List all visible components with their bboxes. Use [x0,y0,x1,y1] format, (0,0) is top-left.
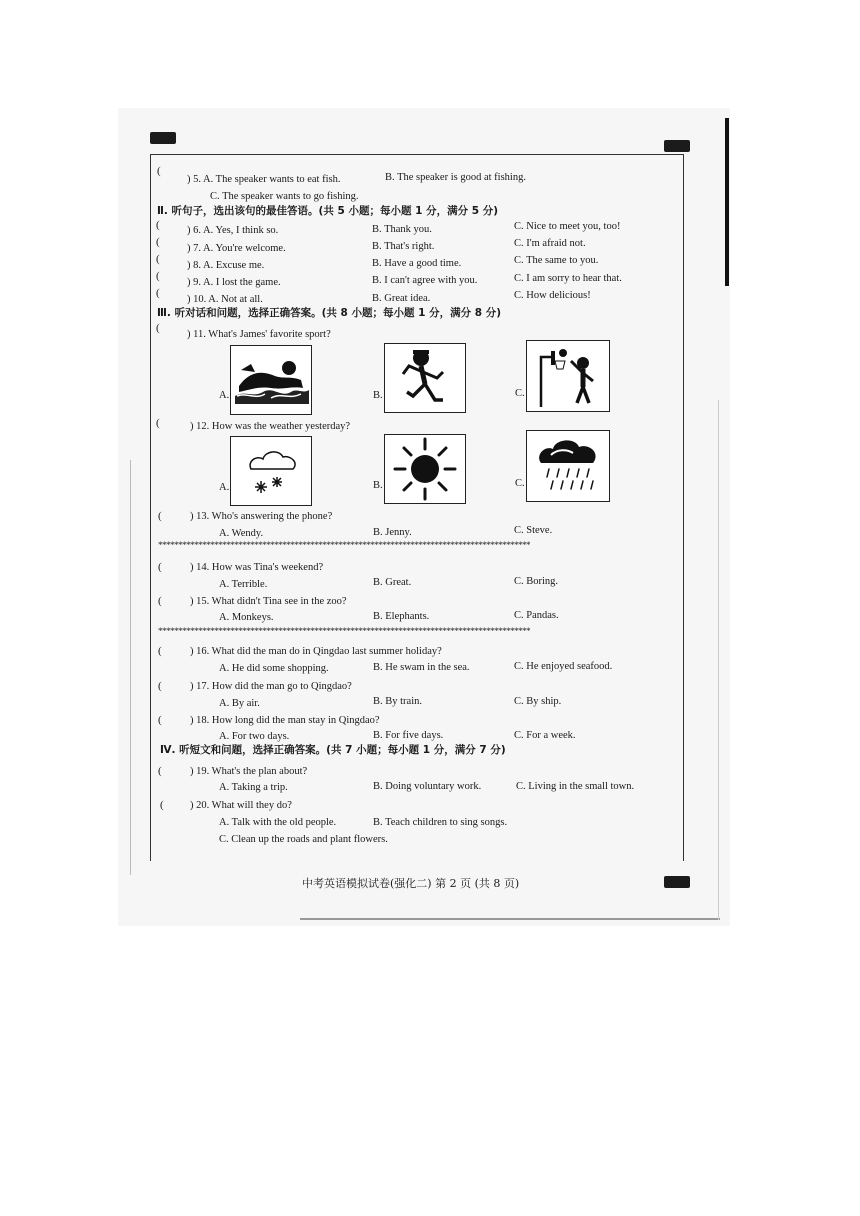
section-3-title: Ⅲ. 听对话和问题，选择正确答案。(共 8 小题；每小题 1 分，满分 8 分) [157,307,502,319]
q16-option-a: A. He did some shopping. [219,663,329,674]
answer-paren: ( [156,417,160,429]
q16-option-b: B. He swam in the sea. [373,662,470,673]
q8-option-c: C. The same to you. [514,255,599,266]
q17-option-b: B. By train. [373,696,422,707]
corner-mark-right [664,140,690,152]
q7-option-b: B. That's right. [372,241,435,252]
q12-label-a: A. [219,482,230,493]
answer-paren: ( [156,219,160,231]
q16-option-c: C. He enjoyed seafood. [514,661,613,672]
q5-option-b: B. The speaker is good at fishing. [385,172,526,183]
q19-option-c: C. Living in the small town. [516,781,635,792]
corner-mark-bottom [664,876,690,888]
answer-paren: ( [156,287,160,299]
q13-option-a: A. Wendy. [219,528,264,539]
q14-option-a: A. Terrible. [219,579,268,590]
q12-label-c: C. [515,478,525,489]
answer-paren: ( [158,680,162,692]
q6-option-a: ) 6. A. Yes, I think so. [187,225,279,236]
q6-option-c: C. Nice to meet you, too! [514,221,621,232]
q16-question: ) 16. What did the man do in Qingdao last summer holiday? [190,646,442,657]
q19-option-b: B. Doing voluntary work. [373,781,482,792]
answer-paren: ( [156,253,160,265]
q15-option-c: C. Pandas. [514,610,559,621]
q17-option-a: A. By air. [219,698,260,709]
sun-icon [384,434,466,504]
q7-option-c: C. I'm afraid not. [514,238,586,249]
q18-option-c: C. For a week. [514,730,576,741]
scan-edge-bar [725,118,729,286]
q13-option-c: C. Steve. [514,525,553,536]
section-2-title: Ⅱ. 听句子，选出该句的最佳答语。(共 5 小题；每小题 1 分，满分 5 分) [157,205,499,217]
q9-option-b: B. I can't agree with you. [372,275,478,286]
answer-paren: ( [156,236,160,248]
separator-stars: ********************************************************************************************* [158,626,530,636]
q8-option-b: B. Have a good time. [372,258,462,269]
q15-option-b: B. Elephants. [373,611,430,622]
q10-option-c: C. How delicious! [514,290,591,301]
q20-option-b: B. Teach children to sing songs. [373,817,508,828]
answer-paren: ( [156,270,160,282]
q12-question: ) 12. How was the weather yesterday? [190,421,351,432]
q7-option-a: ) 7. A. You're welcome. [187,243,286,254]
q14-question: ) 14. How was Tina's weekend? [190,562,324,573]
answer-paren: ( [158,510,162,522]
q17-question: ) 17. How did the man go to Qingdao? [190,681,352,692]
q9-option-a: ) 9. A. I lost the game. [187,277,281,288]
q13-question: ) 13. Who's answering the phone? [190,511,333,522]
q14-option-b: B. Great. [373,577,412,588]
q11-label-b: B. [373,390,383,401]
answer-paren: ( [160,799,164,811]
q17-option-c: C. By ship. [514,696,562,707]
q6-option-b: B. Thank you. [372,224,432,235]
answer-paren: ( [157,165,161,177]
q5-option-a: ) 5. A. The speaker wants to eat fish. [187,174,341,185]
q12-label-b: B. [373,480,383,491]
answer-paren: ( [156,322,160,334]
section-4-title: Ⅳ. 听短文和问题，选择正确答案。(共 7 小题；每小题 1 分，满分 7 分) [160,744,506,756]
q10-option-a: ) 10. A. Not at all. [187,294,263,305]
separator-stars: ********************************************************************************************* [158,540,530,550]
scan-edge-line [300,918,720,920]
q5-option-c: C. The speaker wants to go fishing. [210,191,359,202]
q20-option-c: C. Clean up the roads and plant flowers. [219,834,388,845]
scan-edge-line [718,400,719,920]
rain-cloud-icon [526,430,610,502]
q20-option-a: A. Talk with the old people. [219,817,337,828]
answer-paren: ( [158,645,162,657]
q19-question: ) 19. What's the plan about? [190,766,308,777]
q13-option-b: B. Jenny. [373,527,412,538]
q14-option-c: C. Boring. [514,576,559,587]
q18-option-a: A. For two days. [219,731,290,742]
corner-mark-left [150,132,176,144]
q20-question: ) 20. What will they do? [190,800,292,811]
q11-label-c: C. [515,388,525,399]
running-icon [384,343,466,413]
q10-option-b: B. Great idea. [372,293,431,304]
answer-paren: ( [158,561,162,573]
q8-option-a: ) 8. A. Excuse me. [187,260,265,271]
answer-paren: ( [158,765,162,777]
answer-paren: ( [158,714,162,726]
q18-option-b: B. For five days. [373,730,444,741]
swimming-icon [230,345,312,415]
q18-question: ) 18. How long did the man stay in Qingdao? [190,715,380,726]
q15-option-a: A. Monkeys. [219,612,274,623]
answer-paren: ( [158,595,162,607]
q19-option-a: A. Taking a trip. [219,782,288,793]
scan-edge-line [130,460,131,875]
q15-question: ) 15. What didn't Tina see in the zoo? [190,596,347,607]
q11-question: ) 11. What's James' favorite sport? [187,329,331,340]
basketball-icon [526,340,610,412]
q11-label-a: A. [219,390,230,401]
page-footer: 中考英语模拟试卷(强化二) 第 2 页 (共 8 页) [302,877,520,890]
q9-option-c: C. I am sorry to hear that. [514,273,622,284]
snow-cloud-icon [230,436,312,506]
